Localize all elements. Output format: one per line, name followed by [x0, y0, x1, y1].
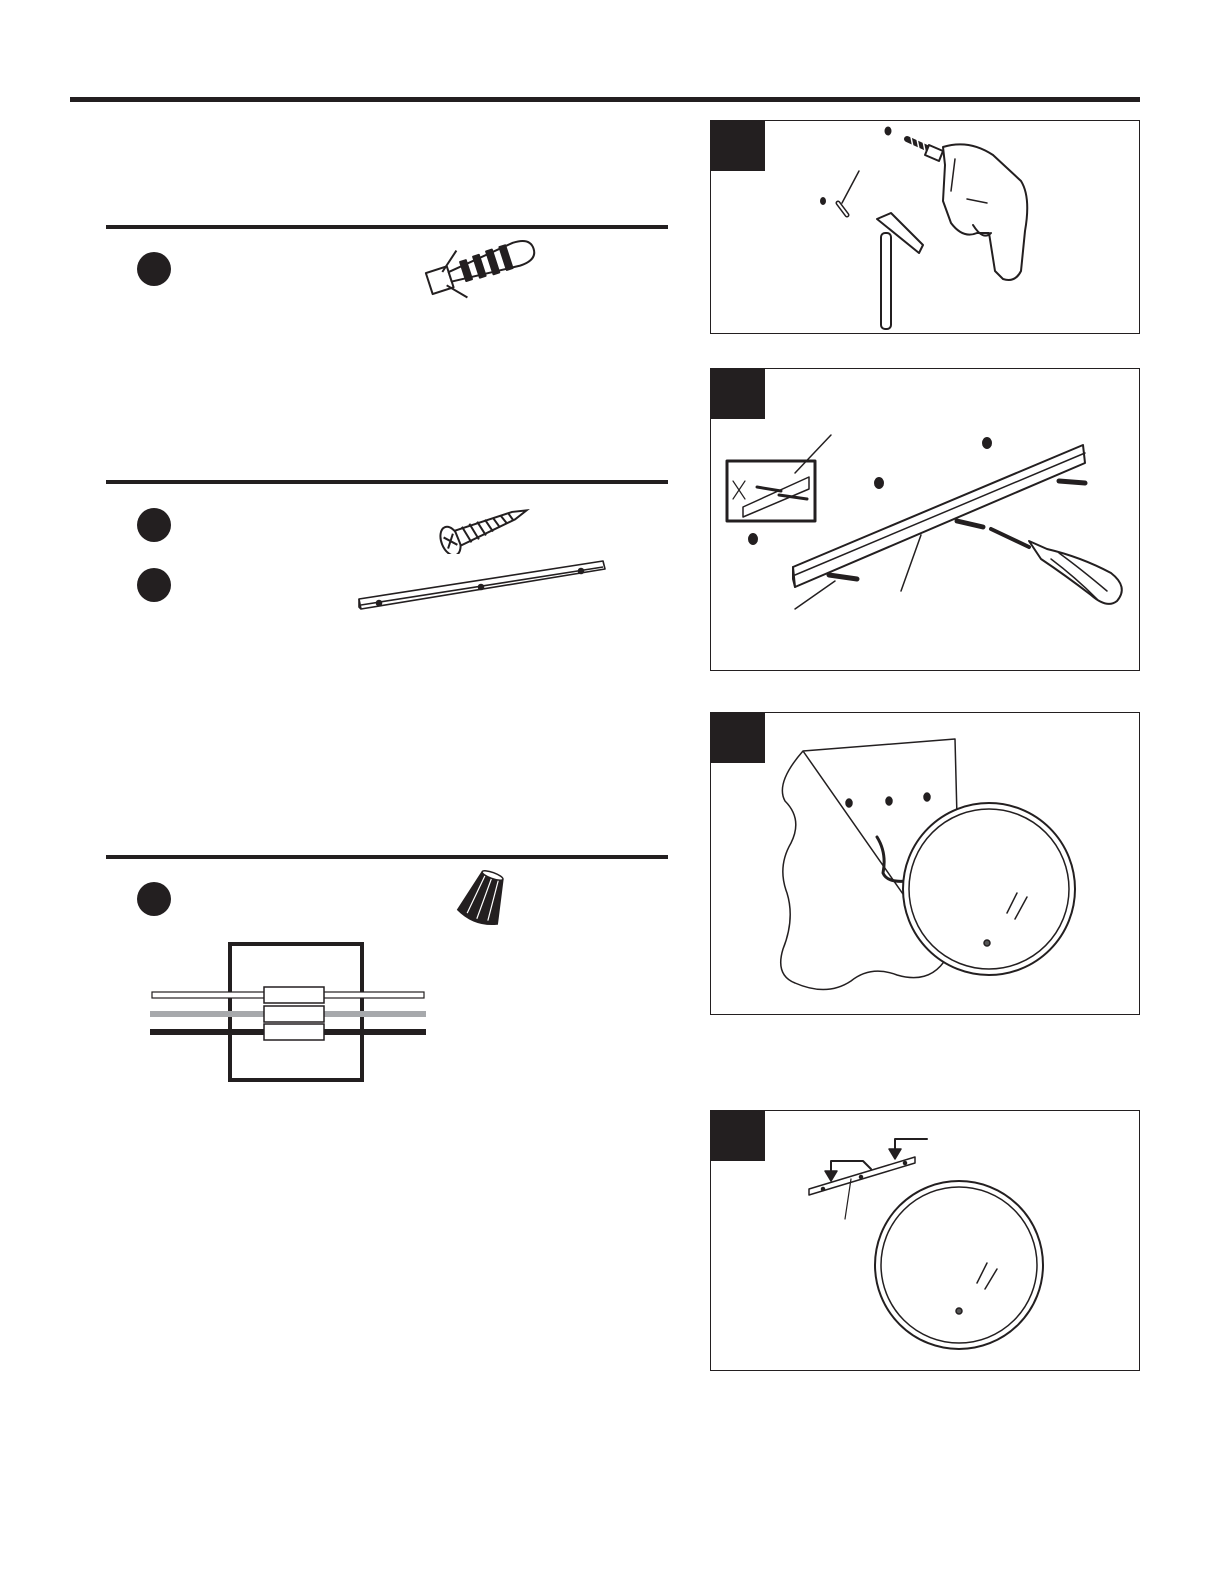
hanging-illustration	[711, 1111, 1138, 1369]
step-panel-connect-wires	[710, 712, 1140, 1015]
section-divider-3	[106, 855, 668, 859]
down-arrow-icon	[825, 1171, 837, 1181]
drilled-hole	[886, 128, 891, 135]
screw-icon	[432, 492, 532, 554]
wire-nut-icon	[455, 868, 513, 930]
wire-connector-3	[264, 1024, 324, 1040]
section-divider-2	[106, 480, 668, 484]
down-arrow-icon	[889, 1149, 901, 1159]
section-divider-1	[106, 225, 668, 229]
drill-icon	[907, 137, 1027, 280]
header-rule	[70, 97, 1140, 102]
drilled-hole	[821, 198, 825, 204]
step-panel-drill	[710, 120, 1140, 334]
wire-connector-1	[264, 987, 324, 1003]
hammer-icon	[877, 213, 923, 329]
part-bullet-wire-nut	[137, 882, 171, 916]
wiring-illustration	[711, 713, 1138, 1013]
part-bullet-anchor	[137, 252, 171, 286]
mounting-bracket-icon	[355, 555, 610, 613]
round-mirror-icon	[903, 803, 1075, 975]
part-bullet-screw	[137, 508, 171, 542]
wall-anchor-icon	[418, 230, 543, 300]
part-bullet-bracket	[137, 568, 171, 602]
drill-illustration	[711, 121, 1138, 332]
mounting-bracket	[793, 445, 1085, 587]
step-panel-hang-mirror	[710, 1110, 1140, 1371]
screwdriver-icon	[991, 529, 1122, 604]
step-panel-attach-bracket	[710, 368, 1140, 671]
wiring-diagram	[150, 942, 428, 1084]
bracket-illustration	[711, 369, 1138, 669]
wire-connector-2	[264, 1006, 324, 1022]
round-mirror-icon	[875, 1181, 1043, 1349]
